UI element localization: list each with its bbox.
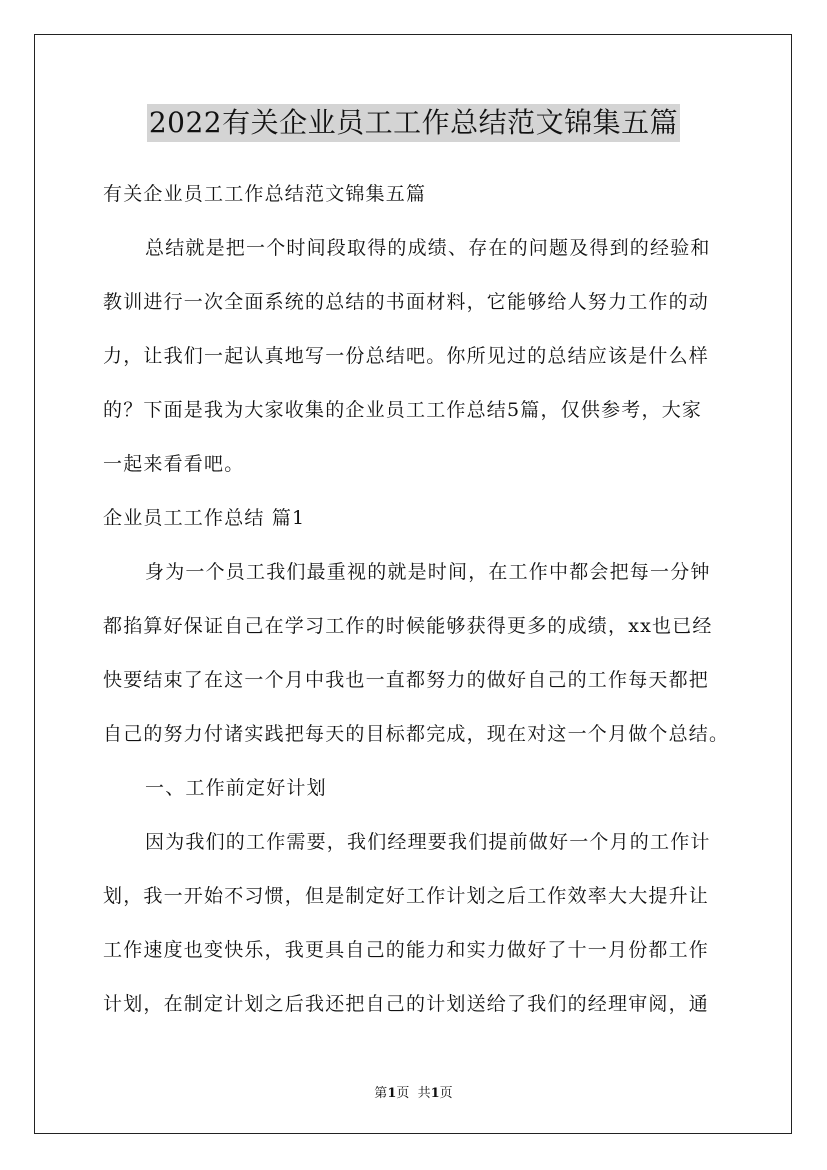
paragraph-line: 计划，在制定计划之后我还把自己的计划送给了我们的经理审阅，通 bbox=[103, 993, 710, 1015]
paragraph-line: 因为我们的工作需要，我们经理要我们提前做好一个月的工作计 bbox=[145, 831, 711, 853]
paragraph-line: 一起来看看吧。 bbox=[103, 453, 245, 475]
page-label-mid: 页 共 bbox=[396, 1086, 431, 1101]
paragraph-line: 的？下面是我为大家收集的企业员工工作总结5篇，仅供参考，大家 bbox=[103, 399, 703, 421]
paragraph-line: 快要结束了在这一个月中我也一直都努力的做好自己的工作每天都把 bbox=[103, 669, 710, 691]
page-total: 1 bbox=[430, 1086, 440, 1101]
section-heading: 企业员工工作总结 篇1 bbox=[103, 507, 306, 529]
paragraph-line: 划，我一开始不习惯，但是制定好工作计划之后工作效率大大提升让 bbox=[103, 885, 710, 907]
document-title: 2022有关企业员工工作总结范文锦集五篇 bbox=[147, 104, 680, 142]
paragraph-line: 身为一个员工我们最重视的就是时间，在工作中都会把每一分钟 bbox=[145, 561, 711, 583]
page-label-post: 页 bbox=[439, 1086, 453, 1101]
subsection-heading: 一、工作前定好计划 bbox=[145, 777, 327, 799]
paragraph-line: 教训进行一次全面系统的总结的书面材料，它能够给人努力工作的动 bbox=[103, 291, 710, 313]
paragraph-line: 总结就是把一个时间段取得的成绩、存在的问题及得到的经验和 bbox=[145, 237, 711, 259]
page-label-pre: 第 bbox=[374, 1086, 388, 1101]
paragraph-line: 自己的努力付诸实践把每天的目标都完成，现在对这一个月做个总结。 bbox=[103, 723, 730, 745]
paragraph-line: 力，让我们一起认真地写一份总结吧。你所见过的总结应该是什么样 bbox=[103, 345, 710, 367]
paragraph-line: 工作速度也变快乐，我更具自己的能力和实力做好了十一月份都工作 bbox=[103, 939, 710, 961]
subtitle-line: 有关企业员工工作总结范文锦集五篇 bbox=[103, 183, 427, 205]
page-footer bbox=[0, 1082, 827, 1101]
document-title-wrap bbox=[0, 104, 827, 142]
paragraph-line: 都掐算好保证自己在学习工作的时候能够获得更多的成绩，xx也已经 bbox=[103, 615, 713, 637]
page-current: 1 bbox=[387, 1086, 397, 1101]
